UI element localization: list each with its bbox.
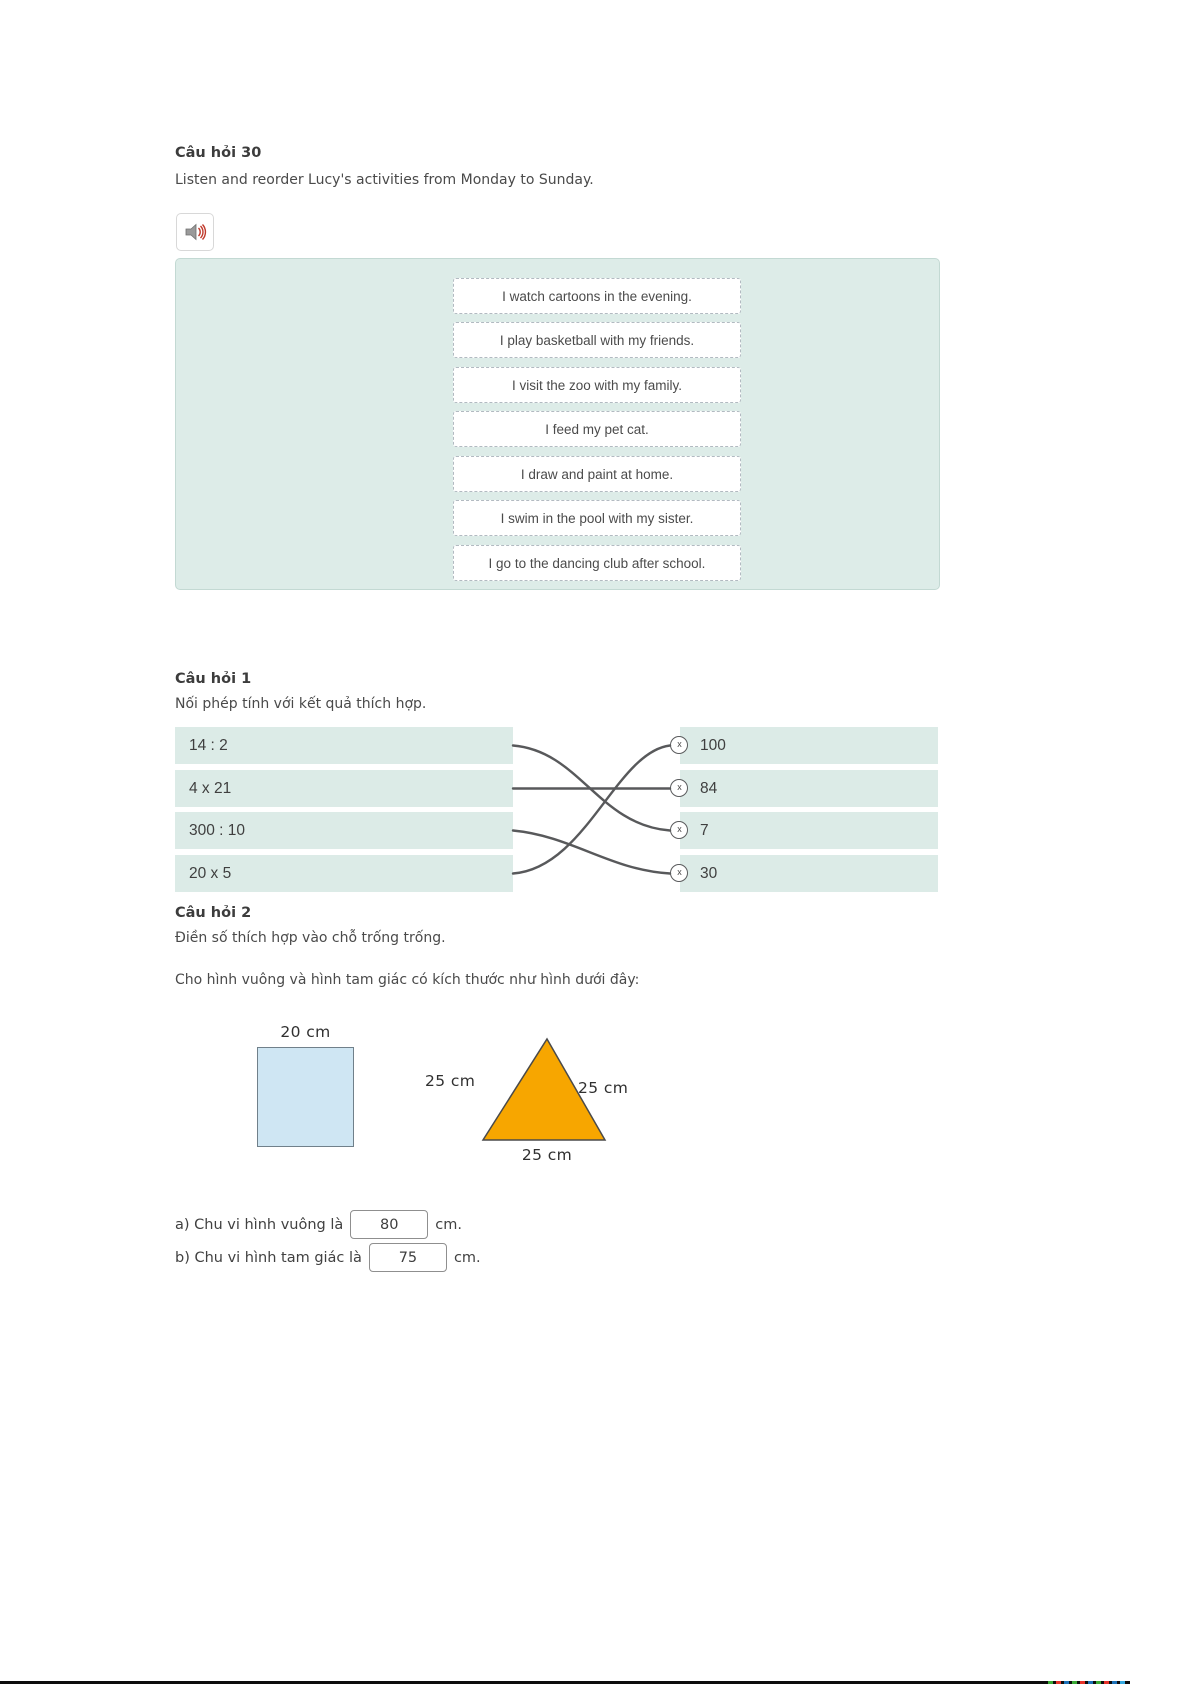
match-right-value: 7 xyxy=(700,822,709,839)
answer-a-prefix: a) Chu vi hình vuông là xyxy=(175,1216,344,1233)
match-marker-icon[interactable]: x xyxy=(670,779,688,797)
match-marker-icon[interactable]: x xyxy=(670,821,688,839)
square-perimeter-input[interactable] xyxy=(350,1210,428,1239)
match-right-value: 84 xyxy=(700,780,718,797)
triangle-bottom-label: 25 cm xyxy=(521,1146,573,1164)
activity-option[interactable]: I go to the dancing club after school. xyxy=(453,545,741,581)
answer-b-prefix: b) Chu vi hình tam giác là xyxy=(175,1249,362,1266)
activity-option[interactable]: I draw and paint at home. xyxy=(453,456,741,492)
answer-row-a xyxy=(175,1210,462,1239)
match-right-item[interactable] xyxy=(677,727,938,764)
match-lines-canvas xyxy=(480,709,690,909)
question-30-prompt: Listen and reorder Lucy's activities from Monday to Sunday. xyxy=(175,172,594,188)
match-marker-icon[interactable]: x xyxy=(670,864,688,882)
answer-b-suffix: cm. xyxy=(453,1249,481,1266)
match-right-value: 30 xyxy=(700,865,718,882)
question-2-title: Câu hỏi 2 xyxy=(175,905,252,921)
triangle-left-label: 25 cm xyxy=(425,1072,476,1090)
activity-option[interactable]: I watch cartoons in the evening. xyxy=(453,278,741,314)
match-left-item[interactable]: 300 : 10 xyxy=(175,812,513,849)
reorder-activities-panel xyxy=(175,258,940,590)
question-1-prompt: Nối phép tính với kết quả thích hợp. xyxy=(175,696,427,712)
square-side-label: 20 cm xyxy=(280,1023,331,1041)
match-line-20x5-to-100 xyxy=(513,746,670,874)
bottom-artifact-bar xyxy=(0,1681,1130,1684)
question-1-title: Câu hỏi 1 xyxy=(175,671,252,687)
question-2-prompt: Điền số thích hợp vào chỗ trống trống. xyxy=(175,930,446,946)
match-left-item[interactable]: 20 x 5 xyxy=(175,855,513,892)
answer-a-suffix: cm. xyxy=(435,1216,462,1233)
match-right-item[interactable] xyxy=(677,855,938,892)
activity-option[interactable]: I feed my pet cat. xyxy=(453,411,741,447)
speaker-icon xyxy=(183,220,207,244)
activity-option[interactable]: I swim in the pool with my sister. xyxy=(453,500,741,536)
question-2-description: Cho hình vuông và hình tam giác có kích thước như hình dưới đây: xyxy=(175,972,640,988)
activity-option[interactable]: I visit the zoo with my family. xyxy=(453,367,741,403)
match-right-value: 100 xyxy=(700,737,726,754)
match-right-item[interactable] xyxy=(677,812,938,849)
answer-row-b xyxy=(175,1243,481,1272)
question-30-title: Câu hỏi 30 xyxy=(175,145,262,161)
triangle-right-label: 25 cm xyxy=(578,1079,629,1097)
match-left-item[interactable]: 4 x 21 xyxy=(175,770,513,807)
square-shape xyxy=(257,1047,354,1147)
match-left-item[interactable]: 14 : 2 xyxy=(175,727,513,764)
activity-option[interactable]: I play basketball with my friends. xyxy=(453,322,741,358)
match-marker-icon[interactable]: x xyxy=(670,736,688,754)
triangle-perimeter-input[interactable] xyxy=(369,1243,447,1272)
match-right-item[interactable] xyxy=(677,770,938,807)
audio-play-button[interactable] xyxy=(176,213,214,251)
